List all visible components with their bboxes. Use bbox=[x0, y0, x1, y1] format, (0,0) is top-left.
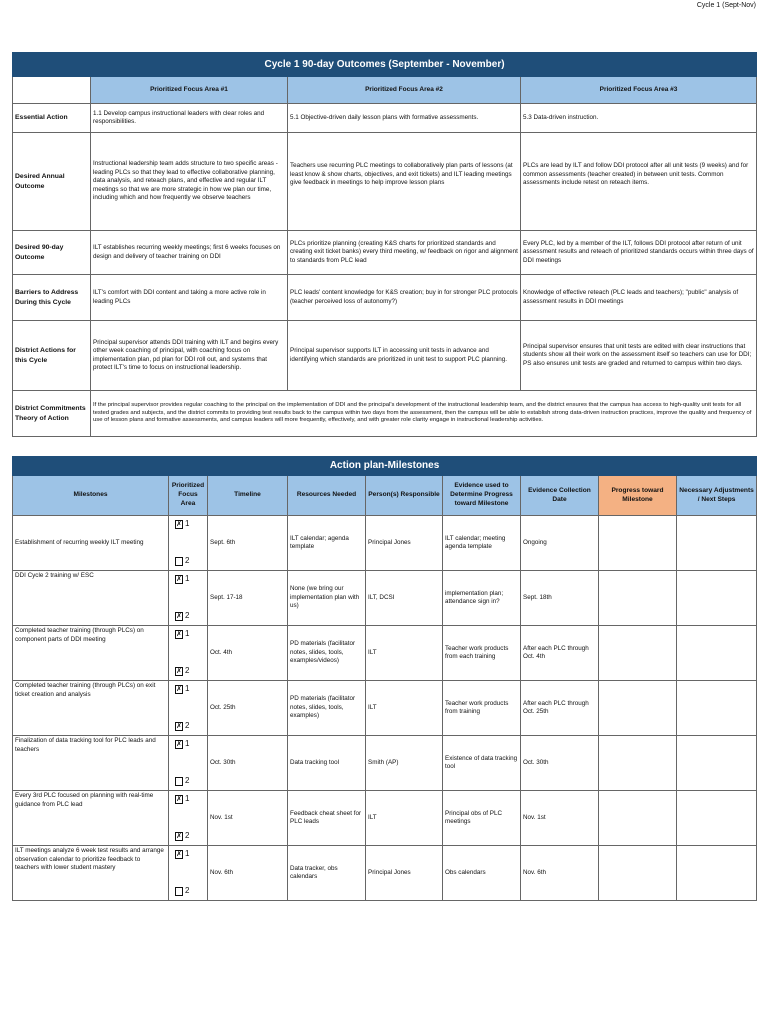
milestone-text[interactable]: DDI Cycle 2 training w/ ESC bbox=[13, 571, 169, 626]
focus-area-checkboxes bbox=[169, 571, 208, 626]
adjustments-cell[interactable] bbox=[677, 681, 757, 736]
milestones-table bbox=[12, 456, 757, 901]
focus-area-1-option bbox=[175, 519, 205, 530]
table-row bbox=[13, 681, 757, 736]
collection-date-cell[interactable]: After each PLC through Oct. 25th bbox=[521, 681, 599, 736]
district-commitments-row bbox=[13, 391, 757, 437]
progress-cell[interactable] bbox=[599, 571, 677, 626]
focus-area-2-option bbox=[175, 611, 205, 622]
sheet-tab-label: Cycle 1 (Sept-Nov) bbox=[696, 2, 756, 9]
checkbox-label: 2 bbox=[185, 831, 190, 841]
milestone-text[interactable]: Every 3rd PLC focused on planning with real-time guidance from PLC lead bbox=[13, 791, 169, 846]
collection-date-cell[interactable]: After each PLC through Oct. 4th bbox=[521, 626, 599, 681]
table-cell[interactable]: 5.3 Data-driven instruction. bbox=[521, 104, 757, 133]
evidence-cell[interactable]: implementation plan; attendance sign in? bbox=[443, 571, 521, 626]
table-cell[interactable]: Principal supervisor attends DDI training with ILT and begins every other week coaching of principal, with coaching focus on implementation plan, pd plan for DDI roll out, and systems that protect ILT's time to focus on instructional leadership. bbox=[91, 321, 288, 391]
progress-cell[interactable] bbox=[599, 681, 677, 736]
milestone-header-row bbox=[13, 476, 757, 516]
evidence-cell[interactable]: Obs calendars bbox=[443, 846, 521, 901]
progress-cell[interactable] bbox=[599, 791, 677, 846]
checkbox-label: 1 bbox=[185, 794, 190, 803]
focus-area-2-option bbox=[175, 666, 205, 677]
persons-header: Person(s) Responsible bbox=[366, 476, 443, 516]
milestone-text[interactable]: Completed teacher training (through PLCs) on exit ticket creation and analysis bbox=[13, 681, 169, 736]
adjustments-header: Necessary Adjustments / Next Steps bbox=[677, 476, 757, 516]
table-row bbox=[13, 626, 757, 681]
row-label: District Commitments Theory of Action bbox=[13, 391, 91, 437]
checked-checkbox-icon[interactable]: ✗ bbox=[176, 612, 182, 620]
focus-area-1-option bbox=[175, 574, 205, 585]
adjustments-cell[interactable] bbox=[677, 791, 757, 846]
timeline-cell[interactable]: Oct. 4th bbox=[208, 626, 288, 681]
focus-area-2-option bbox=[175, 831, 205, 842]
table-cell[interactable]: 1.1 Develop campus instructional leaders with clear roles and responsibilities. bbox=[91, 104, 288, 133]
table-cell[interactable]: Teachers use recurring PLC meetings to collaboratively plan parts of lessons (at least know & show charts, objectives, and exit tickets) and ILT leading meetings give feedback in meetings to help improve lesson plans bbox=[288, 133, 521, 231]
page-title: Cycle 1 90-day Outcomes (September - November) bbox=[13, 53, 757, 77]
milestone-rows bbox=[13, 516, 757, 901]
persons-cell[interactable]: ILT bbox=[366, 626, 443, 681]
evidence-cell[interactable]: Principal obs of PLC meetings bbox=[443, 791, 521, 846]
checkbox-label: 1 bbox=[185, 629, 190, 638]
table-cell[interactable]: PLC leads' content knowledge for K&S creation; buy in for stronger PLC protocols (teacher perceived loss of autonomy?) bbox=[288, 275, 521, 321]
persons-cell[interactable]: Principal Jones bbox=[366, 846, 443, 901]
checked-checkbox-icon[interactable]: ✗ bbox=[176, 850, 182, 858]
focus-area-checkboxes bbox=[169, 791, 208, 846]
focus-area-2-option bbox=[175, 556, 205, 567]
timeline-cell[interactable]: Sept. 6th bbox=[208, 516, 288, 571]
header-blank-cell bbox=[13, 77, 91, 104]
table-cell[interactable]: Every PLC, led by a member of the ILT, follows DDI protocol after return of unit assessment results and reteach of prioritized standards occurs within three days of DDI meetings bbox=[521, 231, 757, 275]
timeline-cell[interactable]: Nov. 1st bbox=[208, 791, 288, 846]
progress-cell[interactable] bbox=[599, 516, 677, 571]
table-cell[interactable]: Principal supervisor ensures that unit tests are edited with clear instructions that students show all their work on the assessment itself so teachers can use for DDI; PS also ensures unit tests are graded and returned to campus within two days. bbox=[521, 321, 757, 391]
checkbox-label: 2 bbox=[185, 556, 190, 566]
table-cell[interactable]: ILT establishes recurring weekly meetings; first 6 weeks focuses on design and delivery of teacher training on DDI bbox=[91, 231, 288, 275]
focus-area-header-row bbox=[13, 77, 757, 104]
adjustments-cell[interactable] bbox=[677, 626, 757, 681]
table-cell[interactable]: 5.1 Objective-driven daily lesson plans with formative assessments. bbox=[288, 104, 521, 133]
timeline-header: Timeline bbox=[208, 476, 288, 516]
focus-area-2-option bbox=[175, 721, 205, 732]
focus-area-checkboxes bbox=[169, 626, 208, 681]
focus-area-1-header: Prioritized Focus Area #1 bbox=[91, 77, 288, 104]
checkbox-label: 2 bbox=[185, 721, 190, 731]
milestone-text[interactable]: Establishment of recurring weekly ILT meeting bbox=[13, 516, 169, 571]
timeline-cell[interactable]: Sept. 17-18 bbox=[208, 571, 288, 626]
focus-area-checkboxes bbox=[169, 846, 208, 901]
evidence-cell[interactable]: Existence of data tracking tool bbox=[443, 736, 521, 791]
checked-checkbox-icon[interactable]: ✗ bbox=[176, 722, 182, 730]
focus-area-2-option bbox=[175, 776, 205, 787]
table-row bbox=[13, 736, 757, 791]
focus-area-2-header: Prioritized Focus Area #2 bbox=[288, 77, 521, 104]
collection-date-cell[interactable]: Nov. 6th bbox=[521, 846, 599, 901]
checked-checkbox-icon[interactable]: ✗ bbox=[176, 667, 182, 675]
checkbox-label: 1 bbox=[185, 574, 190, 583]
milestone-text[interactable]: Completed teacher training (through PLCs) on component parts of DDI meeting bbox=[13, 626, 169, 681]
action-plan-title: Action plan-Milestones bbox=[13, 457, 757, 476]
resources-cell[interactable]: ILT calendar; agenda template bbox=[288, 516, 366, 571]
checked-checkbox-icon[interactable]: ✗ bbox=[176, 520, 182, 528]
focus-area-1-option bbox=[175, 794, 205, 805]
checkbox-label: 1 bbox=[185, 519, 190, 528]
timeline-cell[interactable]: Oct. 25th bbox=[208, 681, 288, 736]
resources-cell[interactable]: Feedback cheat sheet for PLC leads bbox=[288, 791, 366, 846]
table-row bbox=[13, 846, 757, 901]
outcomes-title-row bbox=[13, 53, 757, 77]
focus-area-1-option bbox=[175, 849, 205, 860]
action-plan-title-row bbox=[13, 457, 757, 476]
desired-annual-outcome-row bbox=[13, 133, 757, 231]
focus-area-header: Prioritized Focus Area bbox=[169, 476, 208, 516]
persons-cell[interactable]: Principal Jones bbox=[366, 516, 443, 571]
table-row bbox=[13, 791, 757, 846]
table-cell[interactable]: Instructional leadership team adds structure to two specific areas - leading PLCs so that they lead to effective collaborative planning, data analysis, and reteach plans, and effective and regular ILT meetings so that we are more strategic in how we plan our time, including which and how frequently we observe teachers bbox=[91, 133, 288, 231]
resources-header: Resources Needed bbox=[288, 476, 366, 516]
focus-area-1-option bbox=[175, 739, 205, 750]
focus-area-checkboxes bbox=[169, 516, 208, 571]
checked-checkbox-icon[interactable]: ✗ bbox=[176, 832, 182, 840]
adjustments-cell[interactable] bbox=[677, 571, 757, 626]
row-label: Essential Action bbox=[13, 104, 91, 133]
focus-area-checkboxes bbox=[169, 736, 208, 791]
collection-date-header: Evidence Collection Date bbox=[521, 476, 599, 516]
resources-cell[interactable]: Data tracking tool bbox=[288, 736, 366, 791]
district-actions-row bbox=[13, 321, 757, 391]
persons-cell[interactable]: ILT bbox=[366, 681, 443, 736]
progress-cell[interactable] bbox=[599, 626, 677, 681]
theory-of-action-cell[interactable]: If the principal supervisor provides regular coaching to the principal on the implementation of DDI and the principal's development of the instructional leadership team, and the district ensures that the campus has access to high-quality unit tests for all tested grades and subjects, and the district commits to providing test results back to the campus within two days from the assessment, then the campus will be able to establish strong data-driven instruction practices, improve the quality and frequency of use of lesson plans and formative assessments, and campus leaders will more frequently, effectively, and with greater role clarity engage in instructional leadership activities. bbox=[91, 391, 757, 437]
checkbox-label: 1 bbox=[185, 684, 190, 693]
resources-cell[interactable]: Data tracker, obs calendars bbox=[288, 846, 366, 901]
milestones-header: Milestones bbox=[13, 476, 169, 516]
focus-area-checkboxes bbox=[169, 681, 208, 736]
progress-cell[interactable] bbox=[599, 736, 677, 791]
evidence-cell[interactable]: Teacher work products from training bbox=[443, 681, 521, 736]
barriers-row bbox=[13, 275, 757, 321]
progress-cell[interactable] bbox=[599, 846, 677, 901]
table-cell[interactable]: PLCs are lead by ILT and follow DDI protocol after all unit tests (9 weeks) and for common assessments (teacher created) in between unit tests. Common assessments include retest on reteach items. bbox=[521, 133, 757, 231]
table-cell[interactable]: Knowledge of effective reteach (PLC leads and teachers); "public" analysis of assessment results in DDI meetings bbox=[521, 275, 757, 321]
collection-date-cell[interactable]: Oct. 30th bbox=[521, 736, 599, 791]
checked-checkbox-icon[interactable]: ✗ bbox=[176, 740, 182, 748]
checkbox-label: 1 bbox=[185, 849, 190, 858]
checkbox-label: 2 bbox=[185, 886, 190, 896]
essential-action-row bbox=[13, 104, 757, 133]
row-label: Barriers to Address During this Cycle bbox=[13, 275, 91, 321]
checked-checkbox-icon[interactable]: ✗ bbox=[176, 795, 182, 803]
timeline-cell[interactable]: Nov. 6th bbox=[208, 846, 288, 901]
progress-header: Progress toward Milestone bbox=[599, 476, 677, 516]
table-cell[interactable]: ILT's comfort with DDI content and taking a more active role in leading PLCs bbox=[91, 275, 288, 321]
table-cell[interactable]: PLCs prioritize planning (creating K&S charts for prioritized standards and creating exit ticket banks) every third meeting, w/ feedback on rigor and alignment to standards from PLC lead bbox=[288, 231, 521, 275]
checkbox-label: 2 bbox=[185, 776, 190, 786]
table-row bbox=[13, 571, 757, 626]
focus-area-2-option bbox=[175, 886, 205, 897]
collection-date-cell[interactable]: Ongoing bbox=[521, 516, 599, 571]
focus-area-1-option bbox=[175, 684, 205, 695]
desired-90-day-outcome-row bbox=[13, 231, 757, 275]
unchecked-checkbox-icon[interactable] bbox=[175, 887, 183, 896]
adjustments-cell[interactable] bbox=[677, 516, 757, 571]
adjustments-cell[interactable] bbox=[677, 846, 757, 901]
evidence-cell[interactable]: Teacher work products from each training bbox=[443, 626, 521, 681]
table-cell[interactable]: Principal supervisor supports ILT in accessing unit tests in advance and identifying which standards are prioritized in unit test to support PLC planning. bbox=[288, 321, 521, 391]
unchecked-checkbox-icon[interactable] bbox=[175, 557, 183, 566]
persons-cell[interactable]: ILT, DCSI bbox=[366, 571, 443, 626]
resources-cell[interactable]: PD materials (facilitator notes, slides, tools, examples) bbox=[288, 681, 366, 736]
resources-cell[interactable]: None (we bring our implementation plan with us) bbox=[288, 571, 366, 626]
timeline-cell[interactable]: Oct. 30th bbox=[208, 736, 288, 791]
persons-cell[interactable]: ILT bbox=[366, 791, 443, 846]
evidence-header: Evidence used to Determine Progress toward Milestone bbox=[443, 476, 521, 516]
unchecked-checkbox-icon[interactable] bbox=[175, 777, 183, 786]
checkbox-label: 2 bbox=[185, 611, 190, 621]
checked-checkbox-icon[interactable]: ✗ bbox=[176, 685, 182, 693]
resources-cell[interactable]: PD materials (facilitator notes, slides, tools, examples/videos) bbox=[288, 626, 366, 681]
collection-date-cell[interactable]: Nov. 1st bbox=[521, 791, 599, 846]
focus-area-1-option bbox=[175, 629, 205, 640]
persons-cell[interactable]: Smith (AP) bbox=[366, 736, 443, 791]
focus-area-3-header: Prioritized Focus Area #3 bbox=[521, 77, 757, 104]
milestone-text[interactable]: Finalization of data tracking tool for PLC leads and teachers bbox=[13, 736, 169, 791]
row-label: Desired Annual Outcome bbox=[13, 133, 91, 231]
table-row bbox=[13, 516, 757, 571]
adjustments-cell[interactable] bbox=[677, 736, 757, 791]
checkbox-label: 2 bbox=[185, 666, 190, 676]
collection-date-cell[interactable]: Sept. 18th bbox=[521, 571, 599, 626]
checked-checkbox-icon[interactable]: ✗ bbox=[176, 630, 182, 638]
checkbox-label: 1 bbox=[185, 739, 190, 748]
milestone-text[interactable]: ILT meetings analyze 6 week test results and arrange observation calendar to prioritize feedback to teachers with lower student mastery bbox=[13, 846, 169, 901]
row-label: District Actions for this Cycle bbox=[13, 321, 91, 391]
outcomes-table bbox=[12, 52, 757, 437]
evidence-cell[interactable]: ILT calendar; meeting agenda template bbox=[443, 516, 521, 571]
checked-checkbox-icon[interactable]: ✗ bbox=[176, 575, 182, 583]
row-label: Desired 90-day Outcome bbox=[13, 231, 91, 275]
